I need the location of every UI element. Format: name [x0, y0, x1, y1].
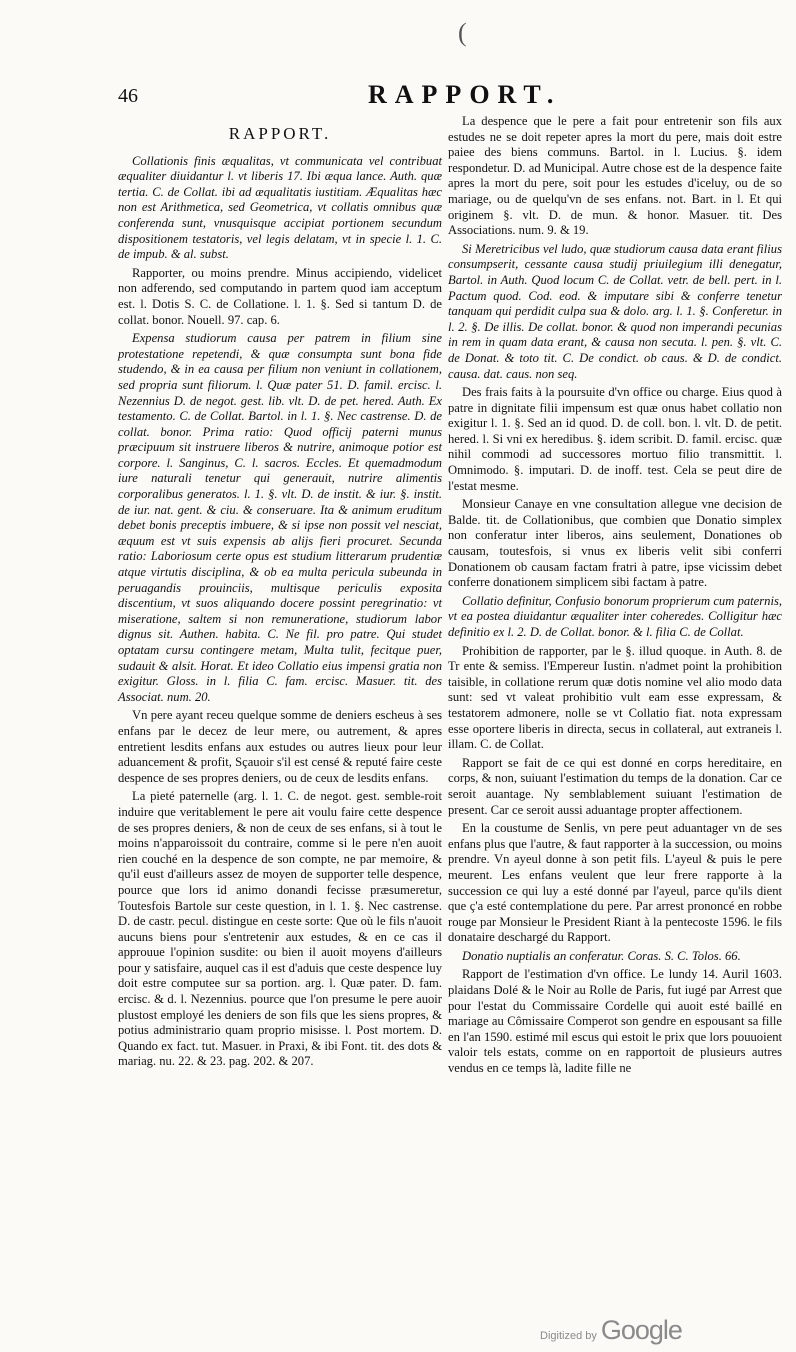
digitized-label: Digitized by	[540, 1330, 597, 1342]
top-mark: (	[458, 18, 467, 47]
google-logo: Google	[600, 1315, 682, 1345]
right-column	[448, 114, 782, 1080]
paragraph: Monsieur Canaye en vne consultation allegue vne decision de Balde. tit. de Collationibus, que combien que Donatio simplex non conferatur inter liberos, ains seulement, Donationes ob causam, toutesfois, si vnus ex liberis velit sibi conferri Donationem ob causam factam fratri à patre, ipse vicissim debet conferre donationem simplicem sibi factam à patre.	[448, 497, 782, 590]
paragraph: La despence que le pere a fait pour entretenir son fils aux estudes ne se doit repeter apres la mort du pere, mais doit estre paiee des biens communs. Bartol. in l. Lucius. §. idem respondetur. D. ad Municipal. Autre chose est de la despence faite apres la mort du pere, soit pour les estudes d'iceluy, ou de so mariage, ou de quelqu'vn de ses enfans. not. Bart. in l. Et qui originem §. vlt. D. de mun. & honor. Masuer. tit. Des Associations. num. 9. & 19.	[448, 114, 782, 238]
paragraph: Rapporter, ou moins prendre. Minus accipiendo, videlicet non adferendo, sed computando in partem quod iam acceptum est. l. Dotis S. C. de Collatione. l. 1. §. Sed si tantum D. de collat. bonor. Nouell. 97. cap. 6.	[118, 265, 442, 327]
paragraph: En la coustume de Senlis, vn pere peut aduantager vn de ses enfans plus que l'autre, & faut rapporter à la succession, ou moins prendre. Vn ayeul donne à son petit fils. L'ayeul & puis le pere meurent. Les enfans veulent que leur frere rapporte à la succession ce qui luy a esté donné par l'ayeul, parce qu'ils dient que ç'a esté contemplatione du pere. Par arrest prononcé en robbe rouge par Monsieur le President Riant à la pentecoste 1596. le fils donataire deschargé du Rapport.	[448, 821, 782, 945]
section-heading: RAPPORT.	[228, 124, 332, 143]
paragraph: Collationis finis æqualitas, vt communicata vel contribuat æqualiter diuidantur l. vt liberis 17. Ibi æqua lance. Auth. quæ tertia. C. de Collat. ibi ad æqualitatis iustitiam. Æqualitas hæc non est Arithmetica, sed Geometrica, vt collatis omnibus quæ conferenda sunt, vnusquisque accipiat portionem secundum dispositionem testatoris, vel legis delatam, vt in specie l. 1. C. de impub. & al. subst.	[118, 153, 442, 262]
page-number: 46	[118, 85, 138, 107]
paragraph: Rapport se fait de ce qui est donné en corps hereditaire, en corps, & non, suiuant l'estimation du temps de la donation. Car ce seroit auantage. Ny semblablement suiuant l'estimation de present. Car ce seroit aussi aduantage propter affectionem.	[448, 755, 782, 817]
paragraph: Prohibition de rapporter, par le §. illud quoque. in Auth. 8. de Tr ente & semiss. l'Empereur Iustin. n'admet point la prohibition taisible, in collatione rerum quæ dotis nomine vel alio modo data sunt: sed vt valeat prohibitio vult eam esse expressam, & testatorem admonere, nolle se vt Collatio fiat. nota expressam esse oportere liberis in directa, secus in collateral, aut extraneis l. illam. C. de Collat.	[448, 643, 782, 752]
paragraph: Rapport de l'estimation d'vn office. Le lundy 14. Auril 1603. plaidans Dolé & le Noir au Rolle de Paris, fut iugé par Arrest que pour l'estat du Commissaire Cordelle qui auoit esté baillé en mariage au Cômissaire Comperot son gendre en espousant sa fille en l'an 1590. estimé mil escus qui estoit le prix que lors pouuoient valoir tels estats, comme on en rapportoit de plusieurs autres vendus en ce temps là, ladite fille ne	[448, 967, 782, 1076]
paragraph: Si Meretricibus vel ludo, quæ studiorum causa data erant filius consumpserit, cessante causa studij priuilegium illi denegatur, Bartol. in Auth. Quod locum C. de Collat. vetr. de bell. pert. in l. Pactum quod. Cod. eod. & imputare sibi & conferre tenetur tanquam qui perdidit culpa sua & dolo. arg. l. 1. §. Conferetur. in l. 2. §. De illis. De collat. bonor. & quod non imperandi pecunias in rem in quam data erant, & causa non secuta. l. pen. §. vlt. C. de Donat. & toto tit. C. De condict. ob caus. & D. de condict. causa. dat. caus. non seq.	[448, 241, 782, 381]
paragraph: Expensa studiorum causa per patrem in filium sine protestatione repetendi, & quæ consumpta sunt bona fide studendo, & in ea causa per filium non veniunt in collationem, sed propria sunt filiorum. l. Quæ pater 51. D. famil. ercisc. l. Nezennius D. de negot. gest. lib. vlt. D. de pet. hered. Auth. Ex testamento. C. de Collat. Bartol. in l. 1. §. Nec castrense. D. de collat. bonor. Prima ratio: Quod officij paterni munus præcipuum sit instruere liberos & nutrire, animoque potior est corpore. l. Sanginus, C. l. sacros. Eccles. Et quemadmodum iure naturali tenetur qui generauit, nutrire alimentis corporalibus generatos. l. 1. §. vlt. D. de instit. & iur. §. instit. de iur. nat. gent. & ciu. & conseruare. Ita & animum eruditum debet bonis preceptis imbuere, & si ipse non possit vel nesciat, æquum est vt suis expensis ab alijs fieri procuret. Secunda ratio: Laboriosum certe opus est studium litterarum prudentiæ atque virtutis disciplina, & ob ea multa pericula subeunda in peruagandis prouinciis, multisque periculis exposita discentium, vt suos aliquando docere possint peregrinatio: vt miseratione, saltem si non remuneratione, studiorum labor dignus sit. Authen. habita. C. Ne fil. pro patre. Qui studet optatam cursu contingere metam, Multa tulit, fecitque puer, sudauit & alsit. Horat. Et ideo Collatio eius impensi gratia non exigitur. Gloss. in l. filia C. fam. ercisc. Masuer. tit. des Associat. num. 20.	[118, 331, 442, 704]
paragraph: Vn pere ayant receu quelque somme de deniers escheus à ses enfans par le decez de leur mere, ou autrement, & apres entretient lesdits enfans aux estudes ou autres lieux pour leur aduancement & profit, Sçauoir s'il est censé & reputé faire ceste despence de ses propres deniers, ou de ceux de lesdits enfans.	[118, 708, 442, 785]
paragraph: Donatio nuptialis an conferatur. Coras. S. C. Tolos. 66.	[462, 948, 741, 963]
paragraph: Collatio definitur, Confusio bonorum proprierum cum paternis, vt ea postea diuidantur æqualiter inter coheredes. Colligitur hæc definitio ex l. 2. D. de Collat. bonor. & l. filia C. de Collat.	[448, 593, 782, 639]
left-column	[118, 114, 442, 1073]
running-head: RAPPORT.	[368, 80, 562, 109]
paragraph: La pieté paternelle (arg. l. 1. C. de negot. gest. semble-roit induire que veritablement le pere ait voulu faire cette despence de ses propres deniers, & non de ceux de ses enfans, si à tout le moins n'apparoissoit du contraire, comme si le pere n'en auoit rien couché en la despence de son compte, ne par memoire, & qu'il eust d'ailleurs assez de moyen de supporter telle despence, pource que lors id animo donandi fecisse præsumeretur, Toutesfois Bartole sur ceste question, in l. 1. §. Nec castrense. D. de castr. pecul. distingue en ceste sorte: Que où le fils n'auoit aucuns biens pour s'entretenir aux estudes, & en ce cas il approuue l'opinion susdite: ou bien il auoit moyens d'ailleurs pour y satisfaire, auquel cas il est d'aduis que ceste despence luy doit estre computee sur sa portion. arg. l. Quæ pater. D. fam. ercisc. & d. l. Nezennius. pource que l'on presume le pere auoir plustost employé les deniers de son fils que les siens propres, & potius administrario quam proprio misisse. l. Post mortem. D. Quando ex fact. tut. Masuer. in Praxi, & ibi Font. tit. des dots & mariag. nu. 22. & 23. pag. 202. & 207.	[118, 789, 443, 1069]
digitized-watermark	[540, 1315, 682, 1346]
paragraph: Des frais faits à la poursuite d'vn office ou charge. Eius quod à patre in dignitate filii impensum est quæ onus habet collatio non exigitur l. 1. §. Sed an id quod. D. de coll. bon. l. vlt. D. de petit. hered. l. Si vni ex heredibus. §. idem scribit. D. famil. ercisc. quæ nihil commodi ad successores mortuo filio transmittit. l. Omnimodo. §. imputari. D. de inoff. test. Cela se peut dire de l'estat mesme.	[448, 385, 782, 493]
